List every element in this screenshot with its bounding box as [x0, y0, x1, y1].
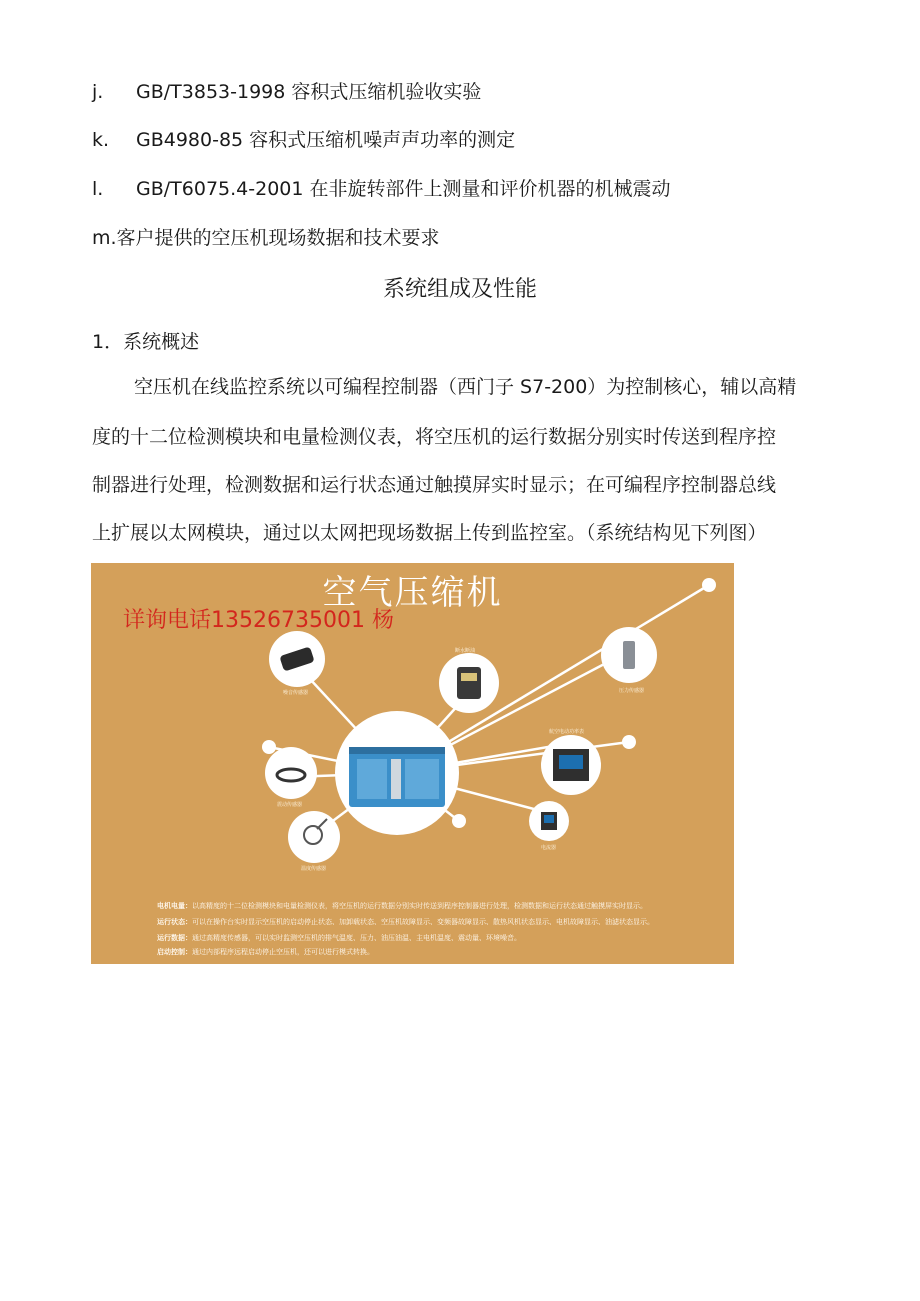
standard-text: GB4980-85 容积式压缩机噪声声功率的测定	[136, 129, 516, 151]
legend-row-1	[157, 902, 647, 911]
label-noise: 噪音传感器	[283, 690, 309, 696]
legend-text: 通过内部程序远程启动停止空压机，还可以进行模式转换。	[192, 948, 374, 956]
vibration-sensor-node	[265, 747, 317, 799]
standard-item-k	[92, 128, 515, 152]
figure-title: 空气压缩机	[322, 573, 503, 613]
standard-item-l	[92, 177, 671, 201]
standard-item-j	[92, 80, 481, 104]
standard-marker: j.	[92, 81, 104, 103]
pressure-sensor-icon	[623, 641, 635, 669]
temperature-sensor-node	[288, 811, 340, 863]
subsection-title: 1．系统概述	[92, 331, 200, 353]
paragraph-line-1: 空压机在线监控系统以可编程控制器（西门子 S7-200）为控制核心，辅以高精	[134, 376, 797, 398]
figure-phone: 详询电话13526735001 杨	[123, 608, 394, 633]
label-current: 电流器	[541, 845, 557, 851]
label-vibration: 震动传感器	[277, 802, 303, 808]
system-structure-figure	[91, 563, 734, 964]
legend-text: 以高精度的十二位检测模块和电量检测仪表，将空压机的运行数据分别实时传送到程序控制器进行处理，检测数据和运行状态通过触摸屏实时显示。	[192, 902, 647, 910]
paragraph-line-3: 制器进行处理，检测数据和运行状态通过触摸屏实时显示；在可编程序控制器总线	[92, 474, 777, 496]
legend-key: 运行状态：	[157, 918, 192, 926]
legend-key: 启动控制：	[157, 948, 192, 956]
standard-marker: l.	[92, 178, 104, 200]
label-water: 断水断油	[455, 648, 476, 654]
legend-text: 通过高精度传感器，可以实时监测空压机的排气温度、压力、油压油温、主电机温度、震动量、环境噪音。	[192, 934, 521, 942]
legend-row-4	[157, 948, 374, 957]
paragraph-line-2: 度的十二位检测模块和电量检测仪表，将空压机的运行数据分别实时传送到程序控	[92, 426, 777, 448]
water-oil-icon	[457, 667, 481, 699]
standard-item-m: m.客户提供的空压机现场数据和技术要求	[92, 227, 440, 249]
label-meter: 航空电动功率表	[549, 729, 585, 735]
standard-text: GB/T3853-1998 容积式压缩机验收实验	[136, 81, 482, 103]
legend-row-3	[157, 934, 521, 943]
legend-key: 电机电量：	[157, 902, 192, 910]
section-title: 系统组成及性能	[382, 277, 537, 302]
legend-key: 运行数据：	[157, 934, 192, 942]
paragraph-line-4: 上扩展以太网模块，通过以太网把现场数据上传到监控室。（系统结构见下列图）	[92, 522, 767, 544]
standard-text: GB/T6075.4-2001 在非旋转部件上测量和评价机器的机械震动	[136, 178, 671, 200]
standard-marker: k.	[92, 129, 110, 151]
label-temperature: 温度传感器	[301, 866, 327, 872]
label-pressure: 压力传感器	[619, 688, 645, 694]
legend-row-2	[157, 918, 654, 927]
legend-text: 可以在操作台实时显示空压机的启动停止状态、加卸载状态、空压机故障显示、变频器故障显示、散热风机状态显示、电机故障显示、油滤状态显示。	[192, 918, 654, 926]
